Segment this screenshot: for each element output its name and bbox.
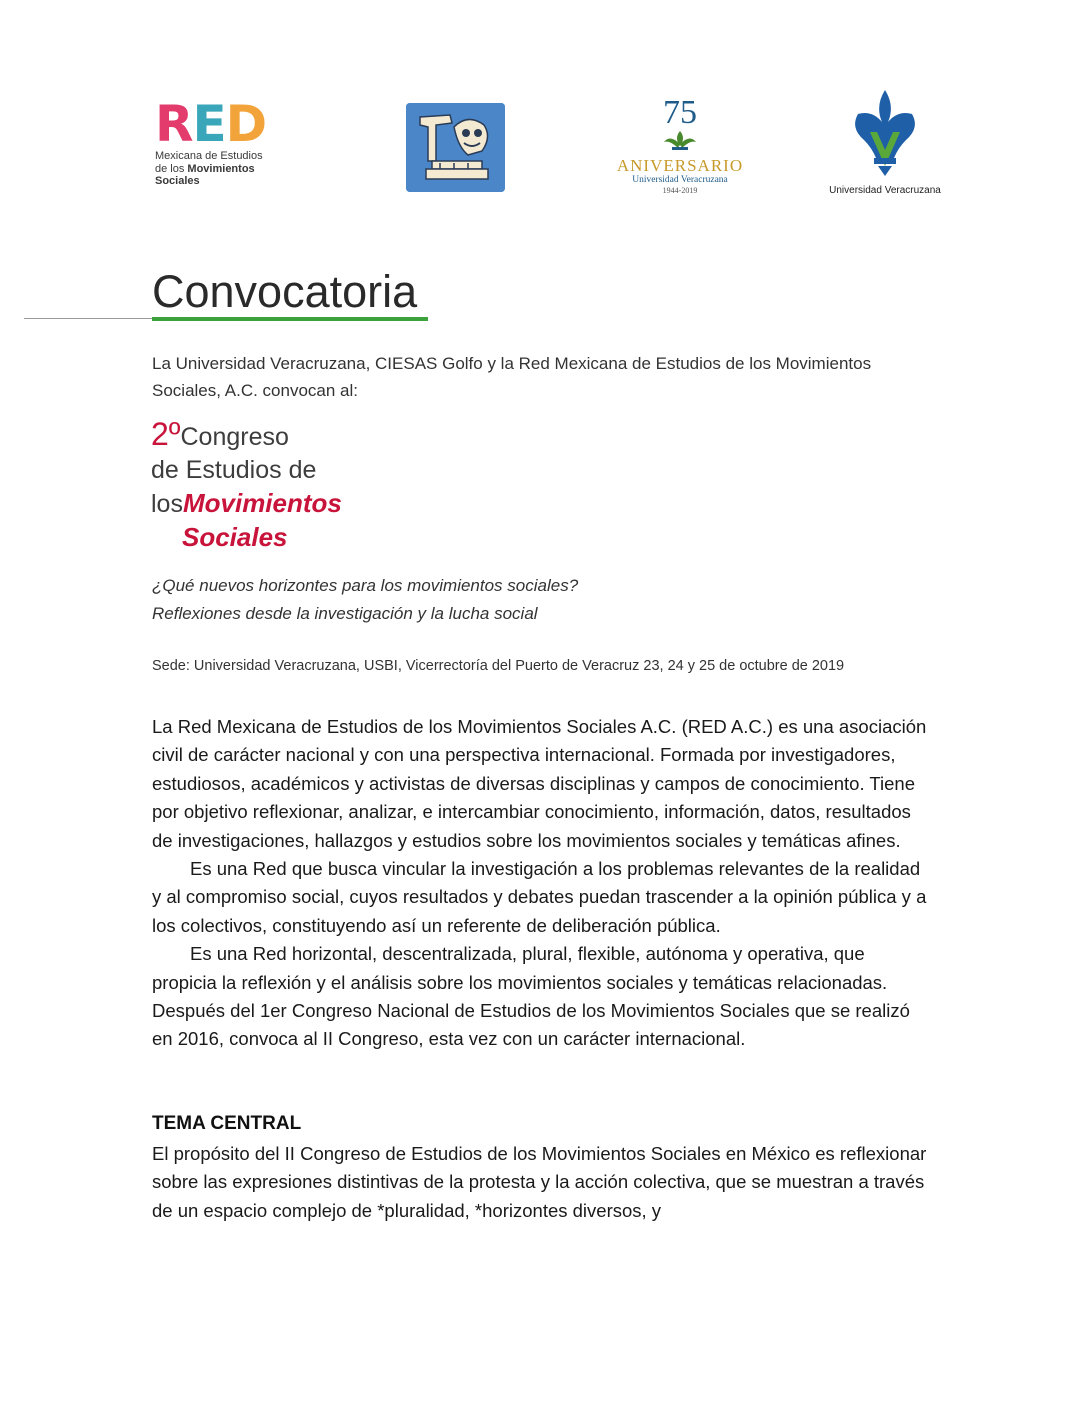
ciesas-logo: [406, 103, 505, 192]
section-heading: TEMA CENTRAL: [152, 1113, 302, 1134]
red-logo-subtitle: [155, 150, 295, 188]
uv-emblem-icon: [850, 88, 920, 178]
paragraph-2: Es una Red que busca vincular la investigación a los problemas relevantes de la realidad y al compromiso social, cuyos resultados y debates puedan trascender a la opinión pública y a los colectivos, constituyendo así un referente de deliberación pública.: [152, 858, 927, 936]
red-logo-sub-line2-pre: de los: [155, 162, 188, 175]
aniversario-logo: [615, 96, 745, 196]
title-rule-gray: [24, 318, 152, 319]
red-letter-r: R: [155, 95, 193, 153]
red-logo: [155, 95, 295, 188]
congress-line-1: [151, 418, 471, 454]
paragraph-1: La Red Mexicana de Estudios de los Movimientos Sociales A.C. (RED A.C.) es una asociación civil de carácter nacional y con una perspectiva internacional. Formada por investigadores, estudiosos, académicos y activistas de diversas disciplinas y campos de conocimiento. Tiene por objetivo reflexionar, analizar, e intercambiar conocimiento, información, datos, resultados de investigaciones, hallazgos y estudios sobre los movimientos sociales y temáticas afines.: [152, 716, 927, 851]
congress-title-block: [151, 418, 471, 555]
congress-line-3-pre: los: [151, 490, 183, 518]
red-logo-sub-line1: Mexicana de Estudios: [155, 150, 263, 162]
aniversario-label: ANIVERSARIO: [616, 156, 744, 175]
uv-logo: [815, 88, 955, 196]
congress-word: Congreso: [180, 423, 289, 451]
red-logo-sub-line2-bold: Movimientos: [187, 162, 255, 175]
congress-line-4: [151, 521, 471, 555]
ciesas-emblem-icon: [406, 103, 505, 192]
congress-subtitle: [152, 572, 852, 628]
red-logo-wordmark: [155, 95, 295, 153]
fleur-de-lis-icon: [660, 130, 700, 152]
aniversario-university: Universidad Veracruzana: [632, 175, 728, 185]
paragraph-3: Es una Red horizontal, descentralizada, plural, flexible, autónoma y operativa, que propicia la reflexión y el análisis sobre los movimientos sociales y temáticas relacionadas. Después del 1er Congreso Nacional de Estudios de los Movimientos Sociales que se realizó en 2016, convoca al II Congreso, esta vez con un carácter internacional.: [152, 943, 910, 1050]
page-title: Convocatoria: [152, 266, 418, 317]
uv-caption: Universidad Veracruzana: [829, 185, 941, 196]
logo-header: [0, 88, 1088, 208]
congress-number: 2º: [151, 416, 181, 452]
aniversario-years: 1944-2019: [662, 186, 698, 195]
congress-line-2: de Estudios de: [151, 456, 317, 484]
intro-text: La Universidad Veracruzana, CIESAS Golfo y la Red Mexicana de Estudios de los Movimientos Sociales, A.C. convocan al:: [152, 354, 872, 400]
section-text: El propósito del II Congreso de Estudios de los Movimientos Sociales en México es reflexionar sobre las expresiones distintivas de la protesta y la acción colectiva, que se muestran a través de un espacio complejo de *pluralidad, *horizontes diversos, y: [152, 1143, 927, 1221]
subtitle-line-1: ¿Qué nuevos horizontes para los movimientos sociales?: [152, 576, 579, 595]
venue-text: Sede: Universidad Veracruzana, USBI, Vicerrectoría del Puerto de Veracruz 23, 24 y 25 de octubre de 2019: [152, 658, 845, 674]
congress-line-3: [151, 487, 471, 521]
red-logo-sub-line3: Sociales: [155, 175, 200, 187]
red-letter-d: D: [225, 95, 267, 153]
title-underline: [152, 317, 428, 321]
body-section: [152, 713, 932, 1054]
congress-sociales: Sociales: [182, 522, 288, 552]
aniversario-number: 75: [663, 94, 697, 131]
congress-movimientos: Movimientos: [182, 488, 342, 518]
subtitle-line-2: Reflexiones desde la investigación y la lucha social: [152, 604, 538, 623]
red-letter-e: E: [192, 95, 226, 153]
